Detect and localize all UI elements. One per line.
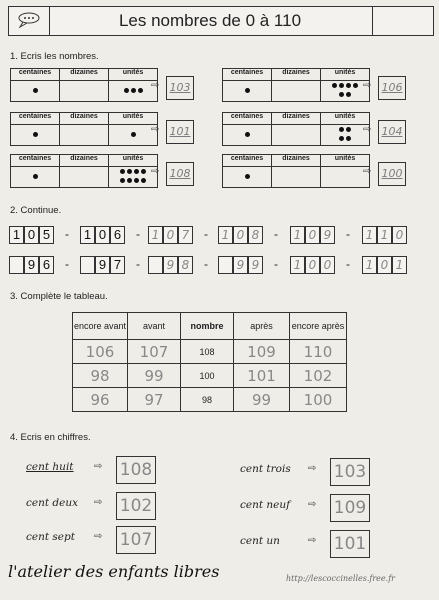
header-centaines: centaines	[223, 155, 272, 167]
place-value-table	[10, 68, 158, 102]
digit-cell	[80, 256, 95, 274]
header	[8, 6, 434, 36]
header-centaines: centaines	[11, 155, 60, 167]
digit-cell: 0	[377, 256, 392, 274]
header-dizaines: dizaines	[60, 113, 109, 125]
answer-text: 103	[169, 81, 191, 94]
dots-cell-dizaines	[272, 125, 321, 146]
digit-cell: 1	[362, 256, 377, 274]
digit-cell: 9	[248, 256, 263, 274]
header-centaines: centaines	[11, 69, 60, 81]
answer-box	[378, 120, 406, 144]
dot	[141, 169, 146, 174]
header-dizaines: dizaines	[60, 155, 109, 167]
dash-separator: -	[274, 257, 278, 271]
header-dizaines: dizaines	[272, 69, 321, 81]
answer-box: 109	[330, 494, 370, 522]
header-unites: unités	[321, 69, 370, 81]
dots-cell-dizaines	[272, 81, 321, 102]
number-words: cent un	[240, 535, 280, 547]
answer-text: 100	[381, 167, 403, 180]
cloud-logo-icon	[9, 7, 50, 35]
number-words: cent huit	[26, 461, 74, 473]
answer-text: 101	[169, 125, 191, 138]
dash-separator: -	[346, 257, 350, 271]
dots-cell-dizaines	[60, 167, 109, 188]
digit-cell	[148, 256, 163, 274]
header-centaines: centaines	[11, 113, 60, 125]
arrow-icon: ⇨	[94, 461, 103, 472]
arrow-icon: ⇨	[151, 166, 160, 177]
dot	[127, 169, 132, 174]
dot	[346, 136, 351, 141]
digit-cell: 1	[362, 226, 377, 244]
dash-separator: -	[136, 227, 140, 241]
section-2-title: 2. Continue.	[10, 205, 62, 216]
answer-box: 103	[330, 458, 370, 486]
header-centaines: centaines	[223, 69, 272, 81]
dash-separator: -	[136, 257, 140, 271]
digit-cell: 1	[290, 226, 305, 244]
dot	[353, 83, 358, 88]
dots-cell-dizaines	[272, 167, 321, 188]
dot	[33, 174, 38, 179]
dots-cell-centaines	[11, 167, 60, 188]
dot	[127, 178, 132, 183]
number-words: cent neuf	[240, 499, 291, 511]
digit-cell: 1	[218, 226, 233, 244]
digit-cell: 9	[233, 256, 248, 274]
cell-answer: 97	[128, 388, 181, 412]
dash-separator: -	[204, 257, 208, 271]
header-centaines: centaines	[223, 113, 272, 125]
dot	[339, 136, 344, 141]
place-value-table	[222, 68, 370, 102]
digit-cell	[218, 256, 233, 274]
digit-cell: 9	[95, 256, 110, 274]
arrow-icon: ⇨	[151, 80, 160, 91]
cell-answer: 107	[128, 340, 181, 364]
digit-cell: 0	[163, 226, 178, 244]
cell-answer: 99	[128, 364, 181, 388]
dot	[245, 174, 250, 179]
number-words: cent deux	[26, 497, 79, 509]
digit-cell: 6	[110, 226, 125, 244]
digit-cell: 8	[178, 256, 193, 274]
digit-cell: 1	[377, 226, 392, 244]
dot	[332, 83, 337, 88]
cell-answer: 98	[73, 364, 128, 388]
header-dizaines: dizaines	[60, 69, 109, 81]
number-words: cent trois	[240, 463, 291, 475]
digit-cell: 1	[9, 226, 24, 244]
answer-box	[166, 162, 194, 186]
answer-text: 104	[381, 125, 403, 138]
arrow-icon: ⇨	[363, 80, 372, 91]
dash-separator: -	[346, 227, 350, 241]
header-unites: unités	[109, 69, 158, 81]
dot	[124, 88, 129, 93]
digit-cell: 0	[95, 226, 110, 244]
arrow-icon: ⇨	[151, 124, 160, 135]
dot	[138, 88, 143, 93]
dot	[134, 178, 139, 183]
answer-box: 107	[116, 526, 156, 554]
arrow-icon: ⇨	[308, 535, 317, 546]
header-right-cell	[372, 7, 433, 35]
dot	[339, 127, 344, 132]
dash-separator: -	[65, 227, 69, 241]
digit-cell: 6	[39, 256, 54, 274]
place-value-table	[10, 112, 158, 146]
dot	[339, 92, 344, 97]
dots-cell-centaines	[223, 81, 272, 102]
cell-answer: 110	[290, 340, 347, 364]
cell-answer: 102	[290, 364, 347, 388]
digit-cell: 1	[80, 226, 95, 244]
cell-answer: 99	[234, 388, 290, 412]
cell-number: 108	[181, 340, 234, 364]
dash-separator: -	[65, 257, 69, 271]
dot	[120, 169, 125, 174]
dot	[141, 178, 146, 183]
header-unites: unités	[109, 113, 158, 125]
arrow-icon: ⇨	[94, 531, 103, 542]
dots-cell-centaines	[223, 167, 272, 188]
cell-number: 98	[181, 388, 234, 412]
dot	[120, 178, 125, 183]
dot	[131, 132, 136, 137]
dot	[131, 88, 136, 93]
dots-cell-dizaines	[60, 81, 109, 102]
digit-cell: 0	[305, 226, 320, 244]
dot	[346, 83, 351, 88]
digit-cell: 7	[110, 256, 125, 274]
dot	[134, 169, 139, 174]
digit-cell: 0	[233, 226, 248, 244]
arrow-icon: ⇨	[308, 499, 317, 510]
digit-cell: 1	[290, 256, 305, 274]
header-unites: unités	[321, 113, 370, 125]
digit-cell: 9	[24, 256, 39, 274]
answer-box	[166, 76, 194, 100]
digit-cell: 1	[392, 256, 407, 274]
dots-cell-centaines	[11, 125, 60, 146]
dot	[339, 83, 344, 88]
header-encore-apres: encore après	[290, 313, 347, 340]
digit-cell	[9, 256, 24, 274]
dots-cell-dizaines	[60, 125, 109, 146]
digit-cell: 9	[320, 226, 335, 244]
answer-text: 106	[381, 81, 403, 94]
dash-separator: -	[204, 227, 208, 241]
footer-url: http://lescoccinelles.free.fr	[286, 574, 395, 583]
header-apres: après	[234, 313, 290, 340]
dots-cell-centaines	[11, 81, 60, 102]
answer-box: 108	[116, 456, 156, 484]
digit-cell: 7	[178, 226, 193, 244]
arrow-icon: ⇨	[94, 497, 103, 508]
digit-cell: 1	[148, 226, 163, 244]
dot	[245, 132, 250, 137]
cell-answer: 96	[73, 388, 128, 412]
answer-box: 101	[330, 530, 370, 558]
dots-cell-centaines	[223, 125, 272, 146]
cell-answer: 106	[73, 340, 128, 364]
number-words: cent sept	[26, 531, 75, 543]
arrow-icon: ⇨	[363, 166, 372, 177]
digit-cell: 0	[305, 256, 320, 274]
footer-brand: l'atelier des enfants libres	[8, 562, 220, 581]
dot	[245, 88, 250, 93]
digit-cell: 0	[320, 256, 335, 274]
digit-cell: 0	[392, 226, 407, 244]
dot	[33, 88, 38, 93]
page-title: Les nombres de 0 à 110	[118, 11, 302, 30]
place-value-table	[10, 154, 158, 188]
header-unites: unités	[109, 155, 158, 167]
cell-number: 100	[181, 364, 234, 388]
digit-cell: 0	[24, 226, 39, 244]
header-nombre: nombre	[181, 313, 234, 340]
place-value-table	[222, 154, 370, 188]
arrow-icon: ⇨	[308, 463, 317, 474]
answer-text: 108	[169, 167, 191, 180]
header-avant: avant	[128, 313, 181, 340]
header-dizaines: dizaines	[272, 155, 321, 167]
answer-box	[378, 76, 406, 100]
place-value-table	[222, 112, 370, 146]
digit-cell: 9	[163, 256, 178, 274]
complete-table	[72, 312, 347, 412]
cell-answer: 100	[290, 388, 347, 412]
digit-cell: 5	[39, 226, 54, 244]
header-encore-avant: encore avant	[73, 313, 128, 340]
section-3-title: 3. Complète le tableau.	[10, 291, 108, 302]
section-1-title: 1. Ecris les nombres.	[10, 51, 99, 62]
dot	[346, 127, 351, 132]
header-dizaines: dizaines	[272, 113, 321, 125]
section-4-title: 4. Ecris en chiffres.	[10, 432, 91, 443]
arrow-icon: ⇨	[363, 124, 372, 135]
dot	[33, 132, 38, 137]
cell-answer: 101	[234, 364, 290, 388]
answer-box	[166, 120, 194, 144]
answer-box: 102	[116, 492, 156, 520]
answer-box	[378, 162, 406, 186]
dot	[346, 92, 351, 97]
cell-answer: 109	[234, 340, 290, 364]
digit-cell: 8	[248, 226, 263, 244]
dash-separator: -	[274, 227, 278, 241]
header-unites: unités	[321, 155, 370, 167]
